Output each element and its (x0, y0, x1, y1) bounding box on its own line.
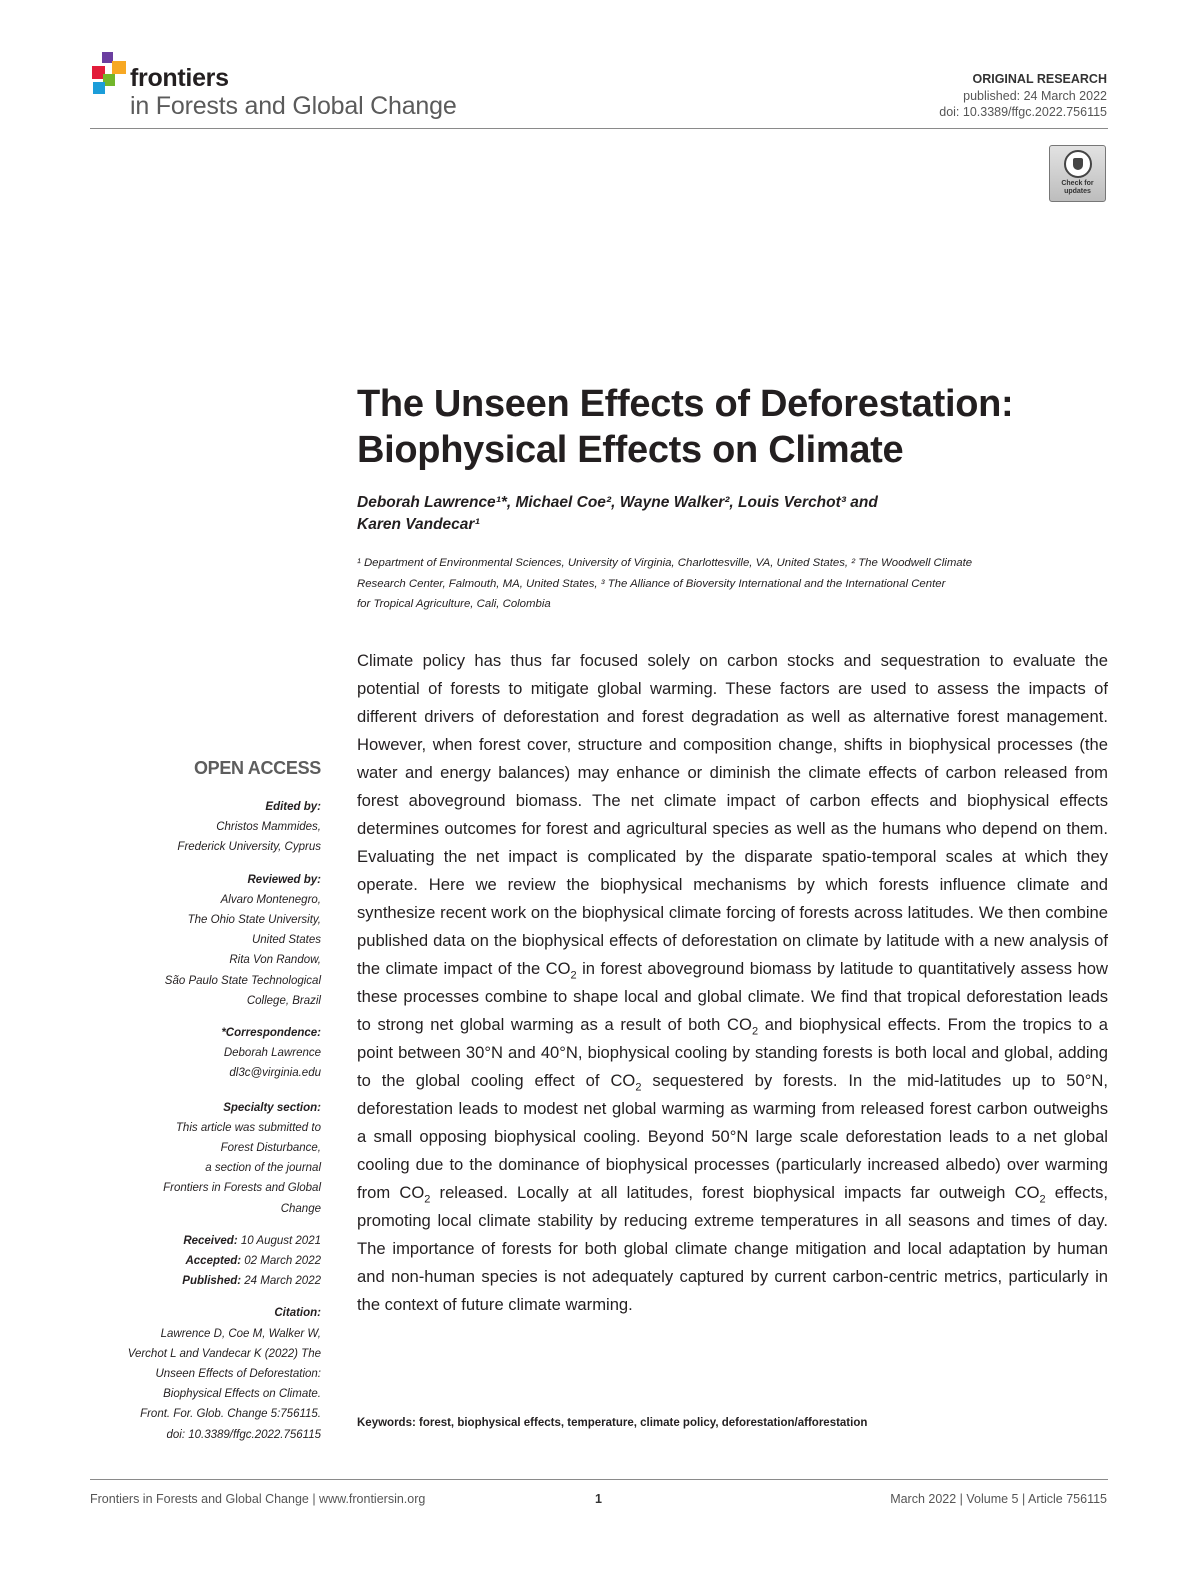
specialty-heading: Specialty section: (223, 1101, 321, 1114)
header-divider (90, 128, 1108, 129)
reviewer-line: São Paulo State Technological (164, 974, 321, 987)
subscript-2: 2 (751, 1025, 759, 1038)
correspondence-name: Deborah Lawrence (223, 1047, 321, 1060)
footer-journal-link[interactable]: Frontiers in Forests and Global Change | www.frontiersin.org (90, 1492, 426, 1506)
affiliation-line-2: Research Center, Falmouth, MA, United States, ³ The Alliance of Bioversity International and the International Center (357, 577, 946, 590)
citation-doi[interactable]: doi: 10.3389/ffgc.2022.756115 (166, 1428, 321, 1441)
frontiers-logo (90, 52, 130, 100)
article-info-sidebar (90, 757, 321, 1450)
correspondence (90, 1023, 321, 1084)
specialty-section (90, 1098, 321, 1219)
editor-name: Christos Mammides, (216, 821, 321, 834)
badge-label: Check for updates (1061, 180, 1094, 195)
footer-issue-info: March 2022 | Volume 5 | Article 756115 (890, 1492, 1107, 1506)
published-date-sidebar (90, 1271, 321, 1291)
logo-square-purple (102, 52, 113, 63)
accepted-value: 02 March 2022 (241, 1255, 321, 1268)
citation-line: Verchot L and Vandecar K (2022) The (127, 1347, 321, 1360)
bookmark-icon (1064, 150, 1092, 178)
published-label: Published: (182, 1275, 242, 1288)
reviewer-line: United States (251, 934, 321, 947)
logo-square-orange (112, 61, 126, 74)
reviewer-line: Alvaro Montenegro, (220, 893, 321, 906)
title-line-1: The Unseen Effects of Deforestation: (357, 383, 1014, 425)
citation-heading: Citation: (274, 1307, 321, 1320)
subscript-2: 2 (570, 969, 577, 982)
check-for-updates-badge[interactable] (1049, 145, 1106, 202)
citation-line: Biophysical Effects on Climate. (163, 1388, 321, 1401)
abstract-part-4: sequestered by forests. In the mid-latitudes up to 50°N, deforestation leads to modest net global warming as warming from released forest carbon outweighs a small opposing biophysical cooling. Beyond 50°N large scale deforestation leads to a net global cooling due to the dominance of biophysical processes (particularly increased albedo) over warming from CO (357, 1071, 1108, 1202)
affiliations (357, 553, 1117, 615)
editor-affiliation: Frederick University, Cyprus (177, 841, 321, 854)
logo-square-blue (93, 82, 105, 94)
correspondence-heading: *Correspondence: (221, 1027, 321, 1040)
citation (90, 1303, 321, 1444)
affiliation-line-3: for Tropical Agriculture, Cali, Colombia (357, 598, 551, 610)
citation-line: Front. For. Glob. Change 5:756115. (140, 1408, 321, 1421)
keywords: Keywords: forest, biophysical effects, temperature, climate policy, deforestation/afforestation (357, 1417, 868, 1429)
reviewed-by (90, 870, 321, 1011)
journal-name: in Forests and Global Change (130, 92, 457, 120)
brand-name: frontiers (130, 64, 229, 92)
abstract-part-6: effects, promoting local climate stability by reducing extreme temperatures in all seasons and times of day. The importance of forests for both global climate change mitigation and local adaptation by human and non-human species is not adequately captured by current carbon-centric metrics, particularly in the context of future climate warming. (357, 1183, 1108, 1314)
subscript-2: 2 (1039, 1193, 1046, 1206)
abstract-part-1: Climate policy has thus far focused solely on carbon stocks and sequestration to evaluate the potential of forests to mitigate global warming. These factors are used to assess the impacts of different drivers of deforestation and forest degradation as well as alternative forest management. However, when forest cover, structure and composition change, shifts in biophysical processes (the water and energy balances) may enhance or diminish the climate effects of carbon released from forest aboveground biomass. The net climate impact of carbon effects and biophysical effects determines outcomes for forest and agricultural species as well as the humans who depend on them. Evaluating the net impact is complicated by the disparate spatio-temporal scales at which they operate. Here we review the biophysical mechanisms by which forests influence climate and synthesize recent work on the biophysical climate forcing of forests across latitudes. We then combine published data on the biophysical effects of deforestation on climate by latitude with a new analysis of the climate impact of the CO (357, 651, 1108, 978)
accepted-date (90, 1251, 321, 1271)
reviewed-by-heading: Reviewed by: (247, 873, 321, 886)
specialty-line: a section of the journal (205, 1162, 321, 1175)
correspondence-email[interactable]: dl3c@virginia.edu (229, 1067, 321, 1080)
edited-by (90, 797, 321, 858)
title-line-2: Biophysical Effects on Climate (357, 429, 904, 471)
received-label: Received: (183, 1234, 238, 1247)
citation-line: Unseen Effects of Deforestation: (155, 1368, 321, 1381)
received-value: 10 August 2021 (237, 1234, 321, 1247)
article-dates (90, 1231, 321, 1292)
accepted-label: Accepted: (185, 1255, 242, 1268)
reviewer-line: Rita Von Randow, (229, 954, 321, 967)
published-date: published: 24 March 2022 (963, 88, 1107, 103)
edited-by-heading: Edited by: (265, 801, 321, 813)
subscript-2: 2 (635, 1081, 642, 1094)
article-title (357, 381, 1117, 473)
article-type: ORIGINAL RESEARCH (972, 72, 1107, 86)
published-value: 24 March 2022 (241, 1275, 321, 1288)
received-date (90, 1231, 321, 1251)
reviewer-line: The Ohio State University, (187, 914, 321, 927)
author-list (357, 492, 1097, 536)
reviewer-line: College, Brazil (246, 994, 321, 1007)
open-access-label: OPEN ACCESS (193, 758, 321, 778)
authors-line-2: Karen Vandecar¹ (357, 516, 480, 533)
abstract-part-5: released. Locally at all latitudes, forest biophysical impacts far outweigh CO (430, 1183, 1040, 1202)
affiliation-line-1: ¹ Department of Environmental Sciences, University of Virginia, Charlottesville, VA, United States, ² The Woodwell Climate (357, 557, 973, 569)
specialty-line: Frontiers in Forests and Global (163, 1182, 321, 1195)
abstract (357, 647, 1108, 1319)
specialty-line: Forest Disturbance, (220, 1142, 321, 1155)
citation-line: Lawrence D, Coe M, Walker W, (160, 1327, 321, 1340)
abstract-part-2: in forest aboveground biomass by latitude to quantitatively assess how these processes combine to shape local and global climate. We find that tropical deforestation leads to strong net global warming as a result of both CO (357, 959, 1108, 1034)
article-meta (939, 71, 1107, 121)
specialty-line: This article was submitted to (175, 1121, 321, 1134)
abstract-part-3: and biophysical effects. From the tropics to a point between 30°N and 40°N, biophysical cooling by standing forests is both local and global, adding to the global cooling effect of CO (357, 1015, 1109, 1090)
footer-divider (90, 1479, 1108, 1480)
specialty-line: Change (280, 1202, 321, 1215)
authors-line-1: Deborah Lawrence¹*, Michael Coe², Wayne Walker², Louis Verchot³ and (357, 494, 878, 511)
page-number: 1 (595, 1492, 602, 1506)
subscript-2: 2 (424, 1193, 431, 1206)
doi-link[interactable]: doi: 10.3389/ffgc.2022.756115 (939, 105, 1107, 119)
